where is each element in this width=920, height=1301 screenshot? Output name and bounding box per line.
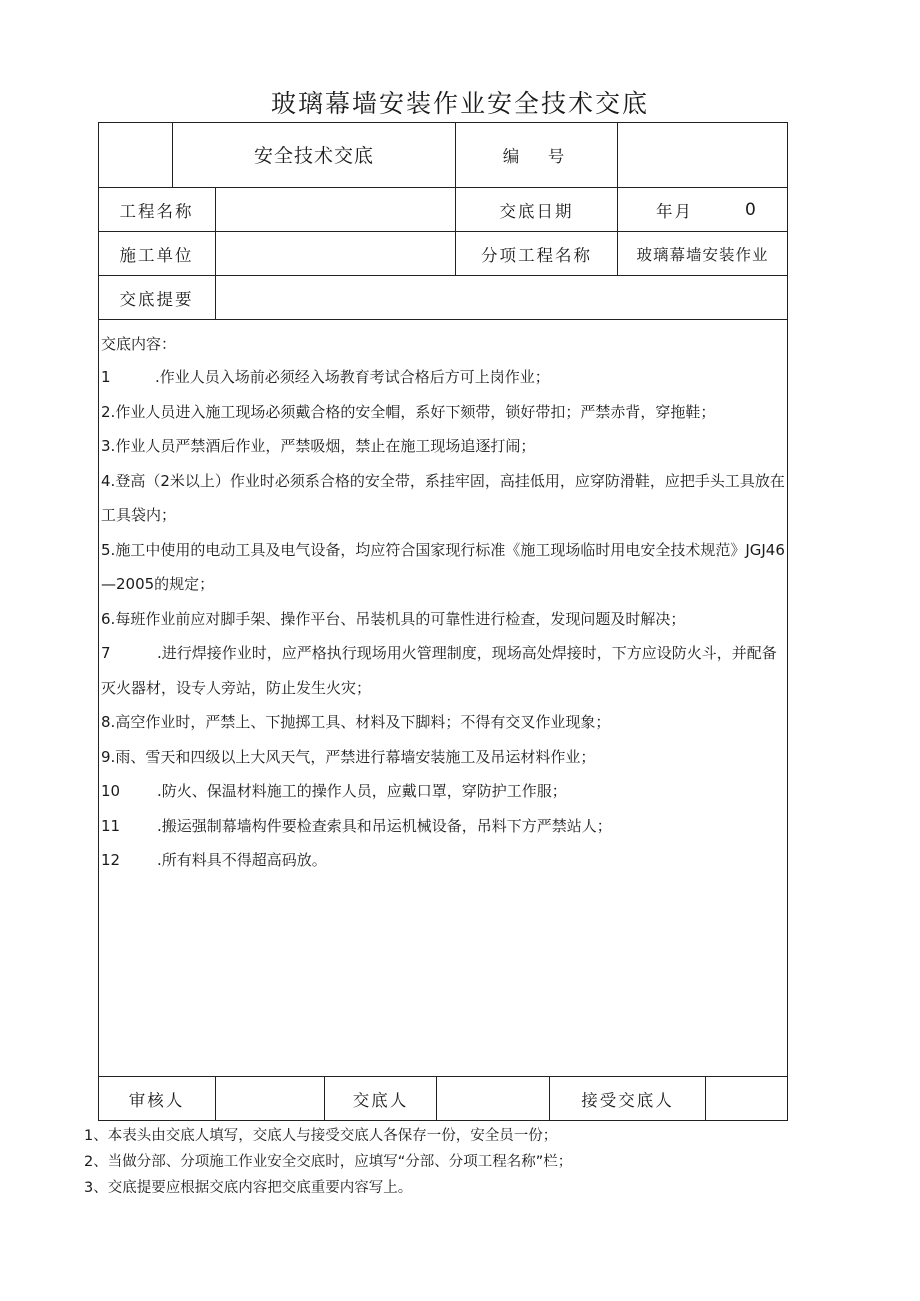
number-field[interactable] bbox=[618, 122, 787, 187]
discloser-label: 交底人 bbox=[352, 1090, 409, 1110]
content-item bbox=[101, 429, 785, 464]
item-number: 2. bbox=[101, 402, 116, 421]
item-text: .作业人员入场前必须经入场教育考试合格后方可上岗作业； bbox=[155, 368, 550, 386]
content-item bbox=[101, 464, 785, 533]
summary-label: 交底提要 bbox=[119, 289, 194, 309]
form-name: 安全技术交底 bbox=[253, 145, 374, 167]
disclosure-content bbox=[101, 332, 785, 878]
content-item bbox=[101, 705, 785, 740]
item-number: 6. bbox=[101, 609, 116, 628]
footnote: 3、交底提要应根据交底内容把交底重要内容写上。 bbox=[84, 1180, 413, 1196]
project-name-field[interactable] bbox=[216, 188, 455, 231]
sub-project-field[interactable]: 玻璃幕墙安装作业 bbox=[636, 245, 769, 264]
item-text: .搬运强制幕墙构件要检查索具和吊运机械设备，吊料下方严禁站人； bbox=[157, 816, 612, 835]
item-number: 1 bbox=[101, 368, 111, 386]
reviewer-field[interactable] bbox=[216, 1077, 324, 1120]
item-number: 8. bbox=[101, 713, 116, 731]
item-text: 高空作业时，严禁上、下抛掷工具、材料及下脚料；不得有交叉作业现象； bbox=[115, 713, 611, 731]
item-text: 雨、雪天和四级以上大风天气，严禁进行幕墙安装施工及吊运材料作业； bbox=[115, 747, 596, 766]
summary-field[interactable] bbox=[216, 276, 787, 319]
item-number: 11 bbox=[101, 816, 121, 835]
discloser-field[interactable] bbox=[437, 1077, 549, 1120]
receiver-field[interactable] bbox=[706, 1077, 787, 1120]
date-field[interactable] bbox=[618, 188, 787, 231]
item-number: 12 bbox=[101, 851, 121, 869]
sub-project-label: 分项工程名称 bbox=[481, 245, 592, 265]
content-item bbox=[101, 774, 785, 809]
content-item bbox=[101, 533, 785, 602]
date-label: 交底日期 bbox=[499, 201, 574, 221]
item-text: 作业人员进入施工现场必须戴合格的安全帽，系好下颏带，锁好带扣；严禁赤背，穿拖鞋； bbox=[115, 402, 716, 421]
item-text: 登高（2米以上）作业时必须系合格的安全带，系挂牢固，高挂低用，应穿防滑鞋，应把手头工具放在工具袋内； bbox=[101, 471, 785, 524]
item-text: 每班作业前应对脚手架、操作平台、吊装机具的可靠性进行检查，发现问题及时解决； bbox=[115, 609, 686, 628]
receiver-label: 接受交底人 bbox=[581, 1090, 674, 1110]
content-item bbox=[101, 360, 785, 395]
project-name-label: 工程名称 bbox=[119, 201, 194, 221]
item-text: .防火、保温材料施工的操作人员，应戴口罩，穿防护工作服； bbox=[157, 782, 567, 800]
item-number: 7 bbox=[101, 644, 111, 662]
reviewer-label: 审核人 bbox=[128, 1090, 185, 1110]
footnote: 2、当做分部、分项施工作业安全交底时，应填写“分部、分项工程名称”栏； bbox=[84, 1154, 573, 1170]
date-number: 0 bbox=[745, 199, 758, 220]
item-text: .进行焊接作业时，应严格执行现场用火管理制度，现场高处焊接时，下方应设防火斗，并配备灭火器材，设专人旁站，防止发生火灾； bbox=[101, 644, 777, 697]
item-number: 3. bbox=[101, 437, 116, 455]
item-text: 作业人员严禁酒后作业，严禁吸烟，禁止在施工现场追逐打闹； bbox=[115, 437, 536, 455]
content-item bbox=[101, 740, 785, 775]
construction-unit-label: 施工单位 bbox=[119, 245, 194, 265]
row-divider bbox=[98, 319, 788, 320]
table-border-right bbox=[787, 122, 788, 1121]
item-number: 10 bbox=[101, 782, 121, 800]
content-item bbox=[101, 602, 785, 637]
item-number: 5. bbox=[101, 540, 116, 559]
item-number: 4. bbox=[101, 471, 116, 490]
table-border-bottom bbox=[98, 1120, 788, 1121]
disclosure-form bbox=[98, 122, 788, 1121]
content-heading: 交底内容： bbox=[101, 335, 177, 353]
content-item bbox=[101, 395, 785, 430]
document-title: 玻璃幕墙安装作业安全技术交底 bbox=[270, 89, 649, 118]
content-item bbox=[101, 809, 785, 844]
content-item bbox=[101, 636, 785, 705]
item-text: 施工中使用的电动工具及电气设备，均应符合国家现行标准《施工现场临时用电安全技术规范》JGJ46—2005的规定； bbox=[101, 540, 785, 593]
construction-unit-field[interactable] bbox=[216, 232, 455, 275]
date-value: 年月 bbox=[656, 201, 693, 221]
footnotes bbox=[84, 1123, 572, 1201]
item-text: .所有料具不得超高码放。 bbox=[157, 851, 327, 869]
content-item bbox=[101, 843, 785, 878]
number-label: 编 号 bbox=[502, 146, 571, 166]
item-number: 9. bbox=[101, 747, 116, 766]
footnote: 1、本表头由交底人填写，交底人与接受交底人各保存一份，安全员一份； bbox=[84, 1128, 558, 1144]
